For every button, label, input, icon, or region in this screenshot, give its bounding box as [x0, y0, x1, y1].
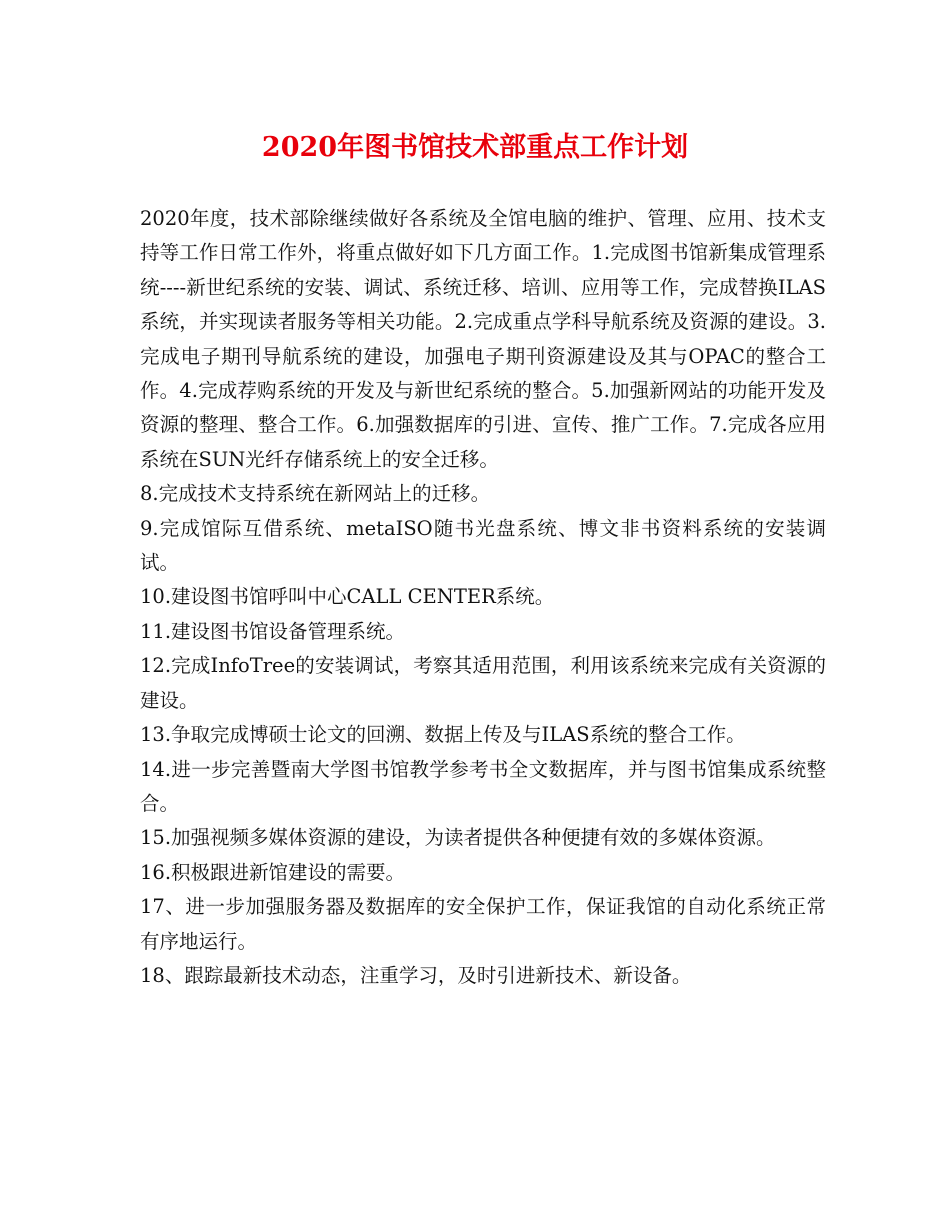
- paragraph-item-12: 12.完成InfoTree的安装调试，考察其适用范围，利用该系统来完成有关资源的建设。: [140, 654, 826, 712]
- paragraph-item-8: 8.完成技术支持系统在新网站上的迁移。: [140, 482, 491, 506]
- paragraph-intro: 2020年度，技术部除继续做好各系统及全馆电脑的维护、管理、应用、技术支持等工作日常工作外，将重点做好如下几方面工作。1.完成图书馆新集成管理系统----新世纪系统的安装、调试、系统迁移、培训、应用等工作，完成替换ILAS系统，并实现读者服务等相关功能。2.完成重点学科导航系统及资源的建设。3.完成电子期刊导航系统的建设，加强电子期刊资源建设及其与OPAC的整合工作。4.完成荐购系统的开发及与新世纪系统的整合。5.加强新网站的功能开发及资源的整理、整合工作。6.加强数据库的引进、宣传、推广工作。7.完成各应用系统在SUN光纤存储系统上的安全迁移。: [140, 207, 826, 471]
- paragraph-item-9: 9.完成馆际互借系统、metaISO随书光盘系统、博文非书资料系统的安装调试。: [140, 516, 826, 575]
- paragraph-item-14: 14.进一步完善暨南大学图书馆教学参考书全文数据库，并与图书馆集成系统整合。: [140, 757, 826, 815]
- paragraph-item-18: 18、跟踪最新技术动态，注重学习，及时引进新技术、新设备。: [140, 963, 692, 987]
- document-title: 2020年图书馆技术部重点工作计划: [261, 132, 689, 163]
- paragraph-item-13: 13.争取完成博硕士论文的回溯、数据上传及与ILAS系统的整合工作。: [140, 723, 746, 747]
- document-body: [140, 202, 826, 993]
- paragraph-item-17: 17、进一步加强服务器及数据库的安全保护工作，保证我馆的自动化系统正常有序地运行。: [140, 895, 826, 953]
- paragraph-item-16: 16.积极跟进新馆建设的需要。: [140, 860, 406, 884]
- paragraph-item-15: 15.加强视频多媒体资源的建设，为读者提供各种便捷有效的多媒体资源。: [140, 826, 776, 850]
- paragraph-item-10: 10.建设图书馆呼叫中心CALL CENTER系统。: [140, 585, 555, 609]
- paragraph-item-11: 11.建设图书馆设备管理系统。: [140, 619, 406, 643]
